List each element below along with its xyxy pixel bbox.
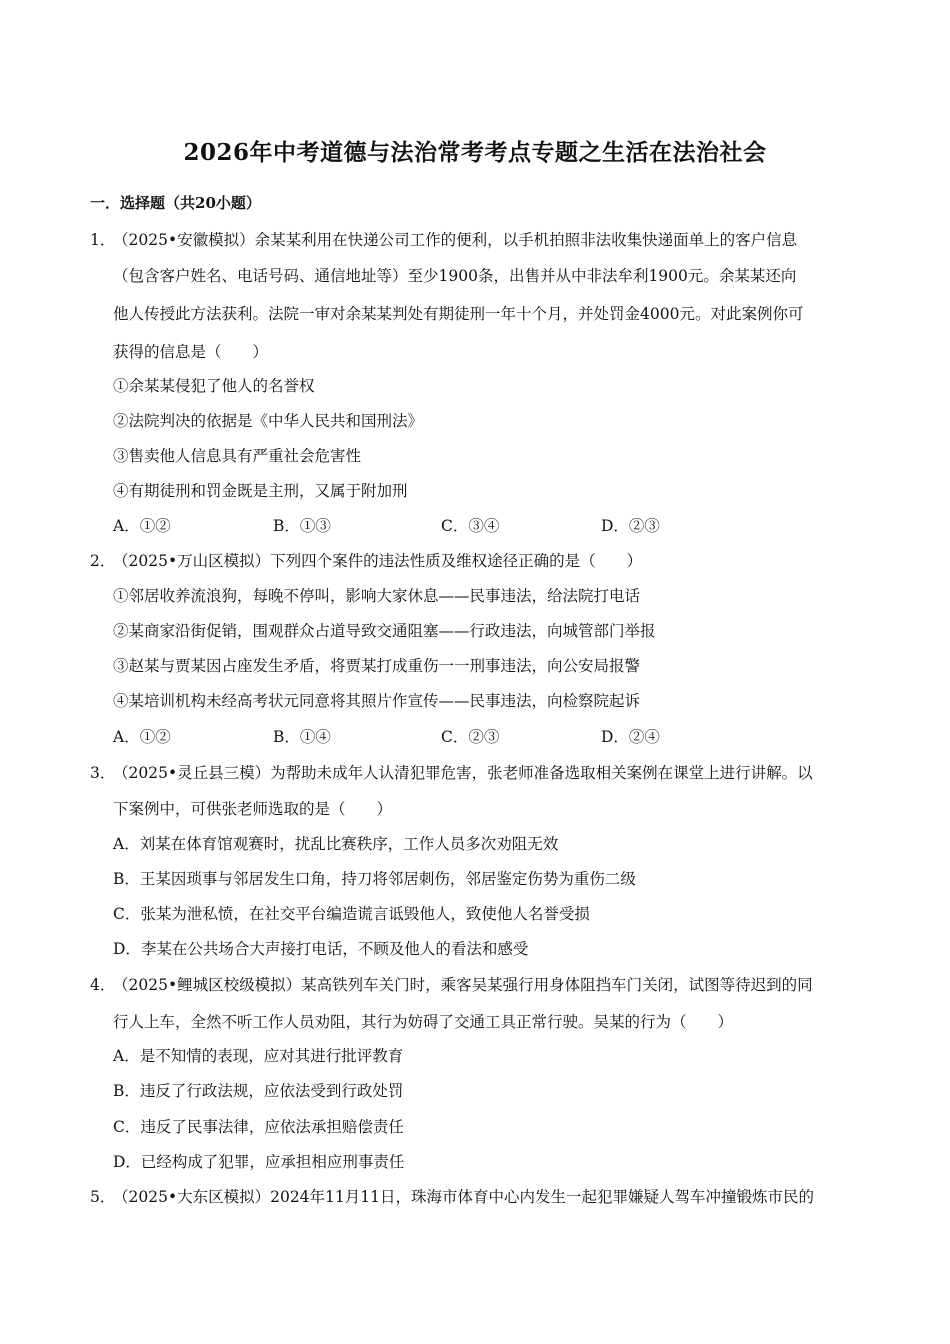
question-number: 3． — [90, 764, 116, 782]
question-text: （2025•灵丘县三模）为帮助未成年人认清犯罪危害，张老师准备选取相关案例在课堂上进行讲解。以 — [113, 764, 813, 782]
statement-item: ④某培训机构未经高考状元同意将其照片作宣传——民事违法，向检察院起诉 — [113, 692, 641, 710]
option-a[interactable]: A．①② — [113, 517, 171, 535]
question-number: 5． — [90, 1188, 116, 1206]
statement-item: ③售卖他人信息具有严重社会危害性 — [113, 447, 362, 465]
question-text: 行人上车，全然不听工作人员劝阻，其行为妨碍了交通工具正常行驶。吴某的行为（ ） — [113, 1013, 734, 1031]
option-a[interactable]: A．刘某在体育馆观赛时，扰乱比赛秩序，工作人员多次劝阻无效 — [113, 835, 559, 853]
statement-item: ③赵某与贾某因占座发生矛盾，将贾某打成重伤一一刑事违法，向公安局报警 — [113, 657, 641, 675]
question-text: （2025•安徽模拟）余某某利用在快递公司工作的便利，以手机拍照非法收集快递面单上的客户信息 — [113, 231, 798, 249]
option-b[interactable]: B．①④ — [273, 728, 331, 746]
question-text: （2025•大东区模拟）2024年11月11日，珠海市体育中心内发生一起犯罪嫌疑人驾车冲撞锻炼市民的 — [113, 1188, 814, 1206]
statement-item: ④有期徒刑和罚金既是主刑，又属于附加刑 — [113, 482, 408, 500]
statement-item: ②法院判决的依据是《中华人民共和国刑法》 — [113, 412, 424, 430]
option-d[interactable]: D．已经构成了犯罪，应承担相应刑事责任 — [113, 1153, 405, 1171]
option-c[interactable]: C．张某为泄私愤，在社交平台编造谎言诋毁他人，致使他人名誉受损 — [113, 905, 590, 923]
answer-options — [113, 514, 660, 536]
option-c[interactable]: C．③④ — [441, 517, 500, 535]
option-d[interactable]: D．②③ — [601, 517, 660, 535]
question-text: 下案例中，可供张老师选取的是（ ） — [113, 800, 393, 818]
option-d[interactable]: D．②④ — [601, 728, 660, 746]
answer-options — [113, 725, 660, 747]
question-text: （2025•万山区模拟）下列四个案件的违法性质及维权途径正确的是（ ） — [113, 552, 643, 570]
section-heading: 一．选择题（共20小题） — [90, 194, 261, 212]
question-text: 他人传授此方法获利。法院一审对余某某判处有期徒刑一年十个月，并处罚金4000元。对此案例你可 — [113, 305, 804, 323]
question-number: 2． — [90, 552, 116, 570]
question-text: 获得的信息是（ ） — [113, 343, 269, 361]
option-c[interactable]: C．②③ — [441, 728, 500, 746]
option-b[interactable]: B．①③ — [273, 517, 331, 535]
option-b[interactable]: B．王某因琐事与邻居发生口角，持刀将邻居刺伤，邻居鉴定伤势为重伤二级 — [113, 870, 636, 888]
option-a[interactable]: A．①② — [113, 728, 171, 746]
question-number: 4． — [90, 976, 116, 994]
statement-item: ①余某某侵犯了他人的名誉权 — [113, 377, 315, 395]
question-text: （2025•鲤城区校级模拟）某高铁列车关门时，乘客吴某强行用身体阻挡车门关闭，试图等待迟到的同 — [113, 976, 813, 994]
statement-item: ①邻居收养流浪狗，每晚不停叫，影响大家休息——民事违法，给法院打电话 — [113, 587, 641, 605]
question-text: （包含客户姓名、电话号码、通信地址等）至少1900条，出售并从中非法牟利1900元。余某某还向 — [113, 267, 797, 285]
option-d[interactable]: D．李某在公共场合大声接打电话，不顾及他人的看法和感受 — [113, 940, 529, 958]
option-b[interactable]: B．违反了行政法规，应依法受到行政处罚 — [113, 1082, 404, 1100]
option-a[interactable]: A．是不知情的表现，应对其进行批评教育 — [113, 1047, 404, 1065]
document-title: 2026年中考道德与法治常考考点专题之生活在法治社会 — [183, 139, 767, 166]
statement-item: ②某商家沿街促销，围观群众占道导致交通阻塞——行政违法，向城管部门举报 — [113, 622, 656, 640]
option-c[interactable]: C．违反了民事法律，应依法承担赔偿责任 — [113, 1118, 404, 1136]
question-number: 1． — [90, 231, 116, 249]
